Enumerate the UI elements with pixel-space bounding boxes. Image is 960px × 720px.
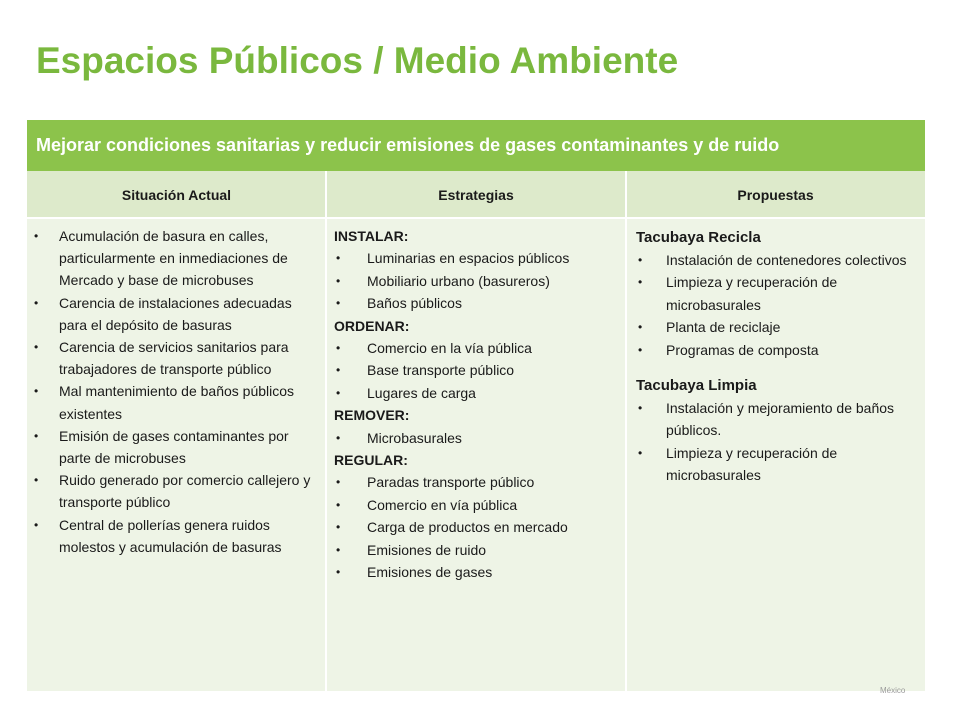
list-item: [636, 442, 919, 487]
estrategia-item-text: Microbasurales: [367, 429, 462, 446]
propuesta-item-text: Instalación de contenedores colectivos: [666, 252, 907, 268]
list-item: [636, 339, 919, 361]
header-situacion: Situación Actual: [27, 171, 326, 219]
bullet-icon: •: [336, 542, 341, 557]
estrategia-item-text: Emisiones de ruido: [367, 541, 487, 558]
propuestas-column: [626, 219, 925, 691]
situacion-item-text: Carencia de servicios sanitarios para trabajadores de transporte público: [59, 339, 289, 378]
bullet-icon: •: [34, 229, 39, 243]
propuesta-item-text: Instalación y mejoramiento de baños públicos.: [666, 400, 895, 439]
estrategia-item-text: Comercio en vía pública: [367, 496, 518, 513]
bullet-icon: •: [34, 428, 39, 443]
list-item: [27, 292, 318, 336]
estrategia-item-text: Mobiliario urbano (basureros): [367, 272, 550, 289]
bullet-icon: •: [336, 385, 341, 400]
header-propuestas: Propuestas: [626, 171, 925, 219]
situacion-item-text: Central de pollerías genera ruidos molestos y acumulación de basuras: [59, 516, 282, 555]
situacion-item-text: Emisión de gases contaminantes por parte de microbuses: [59, 427, 289, 467]
propuesta-item-text: Limpieza y recuperación de microbasurales: [666, 444, 838, 484]
list-item: [334, 359, 620, 381]
bullet-icon: •: [34, 384, 39, 399]
estrategia-item-text: Emisiones de gases: [367, 564, 493, 581]
list-item: [636, 271, 919, 316]
bullet-icon: •: [336, 497, 341, 512]
list-item: [636, 249, 919, 271]
section-spacer: [636, 361, 919, 375]
list-item: [334, 427, 620, 449]
estrategia-item-text: Paradas transporte público: [367, 474, 535, 491]
bullet-icon: •: [638, 253, 643, 267]
bullet-icon: •: [336, 363, 341, 378]
section-ordenar-label: ORDENAR:: [334, 317, 410, 334]
bullet-icon: •: [638, 320, 643, 335]
situacion-item-text: Acumulación de basura en calles, particularmente en inmediaciones de Mercado y base de microbuses: [59, 228, 288, 289]
situacion-item-text: Mal mantenimiento de baños públicos existentes: [59, 383, 295, 422]
bullet-icon: •: [336, 273, 341, 288]
program-limpia-title: Tacubaya Limpia: [636, 377, 757, 395]
limpia-list: [636, 397, 919, 487]
bullet-icon: •: [336, 430, 341, 445]
situacion-column: [27, 219, 326, 691]
estrategia-item-text: Lugares de carga: [367, 384, 476, 401]
list-item: [334, 494, 620, 516]
bullet-icon: •: [638, 342, 643, 357]
bullet-icon: •: [638, 401, 643, 416]
objective-banner: Mejorar condiciones sanitarias y reducir emisiones de gases contaminantes y de ruido: [27, 120, 925, 171]
bullet-icon: •: [336, 475, 341, 490]
header-estrategias: Estrategias: [326, 171, 626, 219]
situacion-item-text: Carencia de instalaciones adecuadas para el depósito de basuras: [59, 294, 292, 333]
bullet-icon: •: [336, 296, 341, 311]
list-item: [27, 469, 318, 513]
bullet-icon: •: [638, 275, 643, 290]
program-recicla-title: Tacubaya Recicla: [636, 229, 761, 246]
section-remover-label: REMOVER:: [334, 407, 410, 424]
list-item: [334, 471, 620, 493]
bullet-icon: •: [34, 517, 39, 532]
instalar-list: [334, 247, 620, 314]
propuesta-item-text: Programas de composta: [666, 341, 819, 358]
bullet-icon: •: [336, 251, 341, 266]
estrategia-item-text: Luminarias en espacios públicos: [367, 250, 570, 267]
list-item: [334, 516, 620, 538]
ordenar-list: [334, 337, 620, 404]
list-item: [334, 561, 620, 583]
regular-list: [334, 471, 620, 583]
bullet-icon: •: [336, 520, 341, 535]
list-item: [636, 397, 919, 442]
estrategia-item-text: Base transporte público: [367, 362, 515, 379]
estrategia-item-text: Comercio en la vía pública: [367, 340, 532, 357]
strategy-table: [27, 120, 925, 691]
estrategia-item-text: Carga de productos en mercado: [367, 519, 568, 536]
list-item: [334, 270, 620, 292]
section-regular-label: REGULAR:: [334, 452, 408, 469]
bullet-icon: •: [34, 340, 39, 355]
bullet-icon: •: [336, 565, 341, 580]
list-item: [334, 539, 620, 561]
bullet-icon: •: [638, 445, 643, 460]
list-item: [334, 337, 620, 359]
corner-watermark-text: México: [880, 686, 906, 695]
bullet-icon: •: [34, 473, 39, 488]
list-item: [27, 514, 318, 558]
estrategias-column: [326, 219, 626, 691]
situacion-item-text: Ruido generado por comercio callejero y transporte público: [59, 472, 311, 511]
section-instalar-label: INSTALAR:: [334, 228, 409, 244]
list-item: [27, 336, 318, 380]
list-item: [636, 316, 919, 338]
header-divider: [27, 217, 925, 219]
column-divider: [325, 171, 327, 691]
page-title: Espacios Públicos / Medio Ambiente: [36, 40, 679, 81]
propuesta-item-text: Limpieza y recuperación de microbasurales: [666, 274, 838, 313]
list-item: [27, 425, 318, 469]
list-item: [334, 247, 620, 269]
propuesta-item-text: Planta de reciclaje: [666, 319, 781, 336]
list-item: [27, 380, 318, 424]
estrategia-item-text: Baños públicos: [367, 295, 462, 312]
list-item: [334, 382, 620, 404]
recicla-list: [636, 249, 919, 361]
column-divider: [625, 171, 627, 691]
bullet-icon: •: [34, 295, 39, 310]
situacion-list: [27, 225, 318, 558]
list-item: [334, 292, 620, 314]
list-item: [27, 225, 318, 292]
bullet-icon: •: [336, 341, 341, 356]
remover-list: [334, 427, 620, 449]
